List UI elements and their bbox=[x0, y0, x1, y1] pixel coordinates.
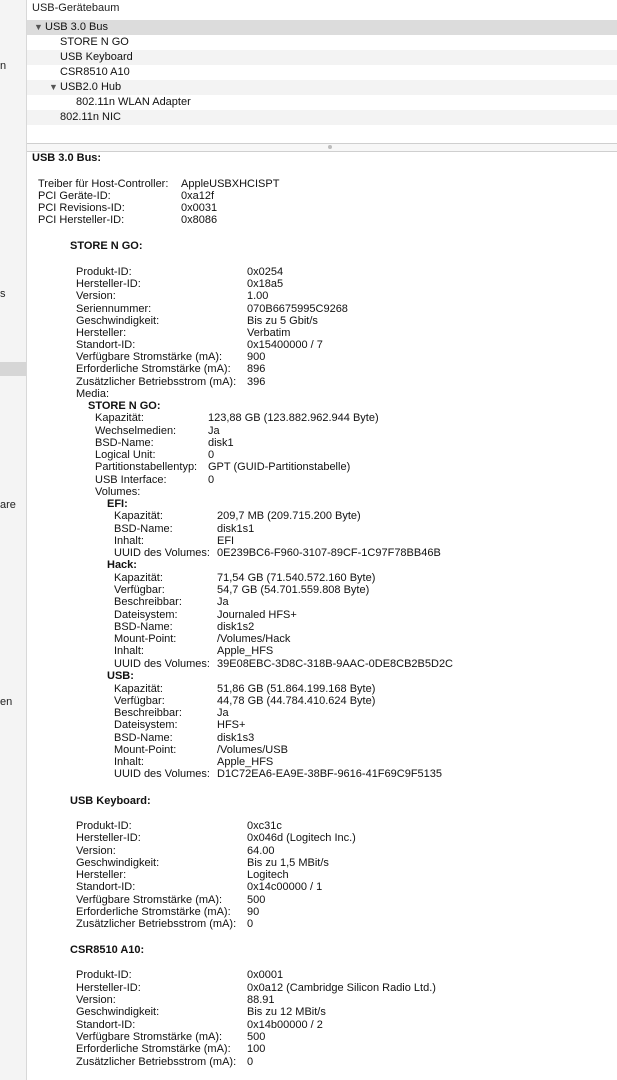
prop-label: Hersteller: bbox=[76, 327, 127, 339]
prop-label: Inhalt: bbox=[114, 645, 144, 657]
prop-label: Wechselmedien: bbox=[95, 425, 177, 437]
prop-value: 51,86 GB (51.864.199.168 Byte) bbox=[217, 683, 376, 695]
prop-label: BSD-Name: bbox=[114, 621, 173, 633]
tree-item-usb2-hub[interactable] bbox=[27, 80, 617, 95]
prop-label: BSD-Name: bbox=[114, 523, 173, 535]
prop-label: Kapazität: bbox=[114, 510, 163, 522]
prop-label: Version: bbox=[76, 994, 116, 1006]
prop-value: disk1s1 bbox=[217, 523, 255, 535]
tree-item-wlan-adapter[interactable] bbox=[27, 95, 617, 110]
main-pane bbox=[27, 0, 617, 1080]
prop-value: 396 bbox=[247, 376, 266, 388]
prop-value: 0x14c00000 / 1 bbox=[247, 881, 323, 893]
tree-empty-row bbox=[27, 125, 617, 140]
prop-label: Seriennummer: bbox=[76, 303, 152, 315]
disclosure-triangle-icon[interactable]: ▼ bbox=[49, 82, 58, 92]
prop-value: 896 bbox=[247, 363, 266, 375]
prop-label: PCI Revisions-ID: bbox=[38, 202, 125, 214]
prop-label: Inhalt: bbox=[114, 756, 144, 768]
tree-item-label: USB 3.0 Bus bbox=[45, 21, 108, 33]
media-title: STORE N GO: bbox=[88, 400, 161, 412]
prop-value: 0 bbox=[208, 474, 215, 486]
prop-value: disk1s2 bbox=[217, 621, 255, 633]
tree-item-nic[interactable] bbox=[27, 110, 617, 125]
volume-title: USB: bbox=[107, 670, 134, 682]
prop-value: 0x14b00000 / 2 bbox=[247, 1019, 323, 1031]
prop-value: 0x0001 bbox=[247, 969, 284, 981]
prop-value: /Volumes/Hack bbox=[217, 633, 291, 645]
prop-value: Apple_HFS bbox=[217, 756, 274, 768]
prop-value: Ja bbox=[217, 596, 229, 608]
prop-label: Standort-ID: bbox=[76, 881, 136, 893]
prop-label: Version: bbox=[76, 845, 116, 857]
prop-label: Geschwindigkeit: bbox=[76, 315, 160, 327]
prop-value: disk1 bbox=[208, 437, 234, 449]
prop-value: 209,7 MB (209.715.200 Byte) bbox=[217, 510, 361, 522]
prop-label: Kapazität: bbox=[114, 683, 163, 695]
tree-item-label: USB2.0 Hub bbox=[60, 81, 122, 93]
prop-value: 64.00 bbox=[247, 845, 275, 857]
tree-item-label: 802.11n NIC bbox=[60, 111, 121, 123]
prop-value: 54,7 GB (54.701.559.808 Byte) bbox=[217, 584, 370, 596]
prop-value: GPT (GUID-Partitionstabelle) bbox=[208, 461, 351, 473]
prop-label: Hersteller: bbox=[76, 869, 127, 881]
prop-value: 0x0254 bbox=[247, 266, 284, 278]
prop-value: Bis zu 1,5 MBit/s bbox=[247, 857, 329, 869]
prop-label: BSD-Name: bbox=[114, 732, 173, 744]
prop-label: USB Interface: bbox=[95, 474, 167, 486]
prop-label: Verfügbare Stromstärke (mA): bbox=[76, 894, 223, 906]
prop-value: Ja bbox=[217, 707, 229, 719]
tree-item-usb3-bus[interactable] bbox=[27, 20, 617, 35]
prop-label: Hersteller-ID: bbox=[76, 832, 141, 844]
prop-value: 88.91 bbox=[247, 994, 275, 1006]
prop-value: Apple_HFS bbox=[217, 645, 274, 657]
prop-label: Kapazität: bbox=[114, 572, 163, 584]
prop-value: Verbatim bbox=[247, 327, 291, 339]
prop-label: Mount-Point: bbox=[114, 744, 177, 756]
usb-device-tree bbox=[27, 18, 617, 144]
prop-value: D1C72EA6-EA9E-38BF-9616-41F69C9F5135 bbox=[217, 768, 443, 780]
prop-value: 0xa12f bbox=[181, 190, 215, 202]
prop-value: 500 bbox=[247, 894, 266, 906]
prop-value: 0x15400000 / 7 bbox=[247, 339, 323, 351]
prop-label: Hersteller-ID: bbox=[76, 982, 141, 994]
prop-value: AppleUSBXHCISPT bbox=[181, 178, 280, 190]
tree-item-label: USB Keyboard bbox=[60, 51, 133, 63]
prop-label: Verfügbare Stromstärke (mA): bbox=[76, 1031, 223, 1043]
sidebar bbox=[0, 0, 27, 1080]
sidebar-item-fragment[interactable]: s bbox=[0, 288, 6, 300]
prop-value: 100 bbox=[247, 1043, 266, 1055]
prop-label: PCI Hersteller-ID: bbox=[38, 214, 125, 226]
prop-label: Mount-Point: bbox=[114, 633, 177, 645]
tree-item-csr8510[interactable] bbox=[27, 65, 617, 80]
prop-label: PCI Geräte-ID: bbox=[38, 190, 111, 202]
prop-label: Beschreibbar: bbox=[114, 596, 182, 608]
prop-value: Bis zu 12 MBit/s bbox=[247, 1006, 326, 1018]
prop-value: 0E239BC6-F960-3107-89CF-1C97F78BB46B bbox=[217, 547, 441, 559]
prop-label: Geschwindigkeit: bbox=[76, 857, 160, 869]
prop-value: Bis zu 5 Gbit/s bbox=[247, 315, 318, 327]
prop-value: disk1s3 bbox=[217, 732, 255, 744]
device-title: CSR8510 A10: bbox=[70, 944, 145, 956]
device-title: STORE N GO: bbox=[70, 240, 143, 252]
prop-value: Journaled HFS+ bbox=[217, 609, 297, 621]
prop-value: 71,54 GB (71.540.572.160 Byte) bbox=[217, 572, 376, 584]
prop-label: Treiber für Host-Controller: bbox=[38, 178, 169, 190]
prop-label: Zusätzlicher Betriebsstrom (mA): bbox=[76, 376, 237, 388]
prop-label: Version: bbox=[76, 290, 116, 302]
device-title: USB Keyboard: bbox=[70, 795, 151, 807]
prop-value: /Volumes/USB bbox=[217, 744, 288, 756]
prop-value: 500 bbox=[247, 1031, 266, 1043]
tree-header: USB-Gerätebaum bbox=[32, 2, 120, 14]
prop-value: 90 bbox=[247, 906, 260, 918]
volume-title: EFI: bbox=[107, 498, 128, 510]
media-label: Media: bbox=[76, 388, 110, 400]
prop-label: Erforderliche Stromstärke (mA): bbox=[76, 363, 231, 375]
splitter-handle-icon[interactable] bbox=[328, 145, 332, 149]
prop-value: 0x18a5 bbox=[247, 278, 284, 290]
prop-label: UUID des Volumes: bbox=[114, 658, 210, 670]
prop-label: Verfügbare Stromstärke (mA): bbox=[76, 351, 223, 363]
prop-label: Hersteller-ID: bbox=[76, 278, 141, 290]
prop-value: 1.00 bbox=[247, 290, 269, 302]
prop-value: Ja bbox=[208, 425, 220, 437]
tree-item-label: CSR8510 A10 bbox=[60, 66, 130, 78]
prop-value: 070B6675995C9268 bbox=[247, 303, 348, 315]
tree-item-store-n-go[interactable] bbox=[27, 35, 617, 50]
sidebar-selected-item[interactable] bbox=[0, 362, 26, 376]
prop-value: 44,78 GB (44.784.410.624 Byte) bbox=[217, 695, 376, 707]
prop-value: 39E08EBC-3D8C-318B-9AAC-0DE8CB2B5D2C bbox=[217, 658, 454, 670]
prop-label: Logical Unit: bbox=[95, 449, 156, 461]
prop-value: 0 bbox=[208, 449, 215, 461]
detail-pane bbox=[27, 151, 617, 1080]
volume-title: Hack: bbox=[107, 559, 137, 571]
prop-label: Geschwindigkeit: bbox=[76, 1006, 160, 1018]
prop-value: 0x8086 bbox=[181, 214, 218, 226]
prop-value: HFS+ bbox=[217, 719, 246, 731]
prop-value: 900 bbox=[247, 351, 266, 363]
prop-label: Zusätzlicher Betriebsstrom (mA): bbox=[76, 1056, 237, 1068]
prop-label: Erforderliche Stromstärke (mA): bbox=[76, 906, 231, 918]
prop-label: Produkt-ID: bbox=[76, 266, 132, 278]
prop-label: Erforderliche Stromstärke (mA): bbox=[76, 1043, 231, 1055]
prop-label: Standort-ID: bbox=[76, 339, 136, 351]
prop-label: Produkt-ID: bbox=[76, 820, 132, 832]
prop-value: Logitech bbox=[247, 869, 289, 881]
prop-label: Inhalt: bbox=[114, 535, 144, 547]
prop-label: Partitionstabellentyp: bbox=[95, 461, 198, 473]
prop-value: 0x0a12 (Cambridge Silicon Radio Ltd.) bbox=[247, 982, 436, 994]
sidebar-item-fragment[interactable]: en bbox=[0, 696, 13, 708]
tree-item-label: 802.11n WLAN Adapter bbox=[76, 96, 191, 108]
prop-value: 0 bbox=[247, 1056, 254, 1068]
prop-label: Dateisystem: bbox=[114, 609, 178, 621]
prop-label: Produkt-ID: bbox=[76, 969, 132, 981]
sidebar-item-fragment[interactable]: are bbox=[0, 499, 16, 511]
prop-value: EFI bbox=[217, 535, 235, 547]
prop-label: Kapazität: bbox=[95, 412, 144, 424]
prop-label: Dateisystem: bbox=[114, 719, 178, 731]
prop-label: Standort-ID: bbox=[76, 1019, 136, 1031]
prop-label: Beschreibbar: bbox=[114, 707, 182, 719]
section-title: USB 3.0 Bus: bbox=[32, 152, 102, 164]
prop-value: 0x0031 bbox=[181, 202, 218, 214]
volumes-label: Volumes: bbox=[95, 486, 141, 498]
sidebar-item-fragment[interactable]: n bbox=[0, 60, 7, 72]
tree-item-label: STORE N GO bbox=[60, 36, 129, 48]
prop-label: Verfügbar: bbox=[114, 584, 165, 596]
prop-value: 0xc31c bbox=[247, 820, 282, 832]
prop-value: 0 bbox=[247, 918, 254, 930]
prop-label: UUID des Volumes: bbox=[114, 768, 210, 780]
prop-label: Verfügbar: bbox=[114, 695, 165, 707]
prop-label: Zusätzlicher Betriebsstrom (mA): bbox=[76, 918, 237, 930]
prop-label: UUID des Volumes: bbox=[114, 547, 210, 559]
prop-value: 123,88 GB (123.882.962.944 Byte) bbox=[208, 412, 379, 424]
prop-label: BSD-Name: bbox=[95, 437, 154, 449]
tree-item-usb-keyboard[interactable] bbox=[27, 50, 617, 65]
prop-value: 0x046d (Logitech Inc.) bbox=[247, 832, 356, 844]
disclosure-triangle-icon[interactable]: ▼ bbox=[34, 22, 43, 32]
